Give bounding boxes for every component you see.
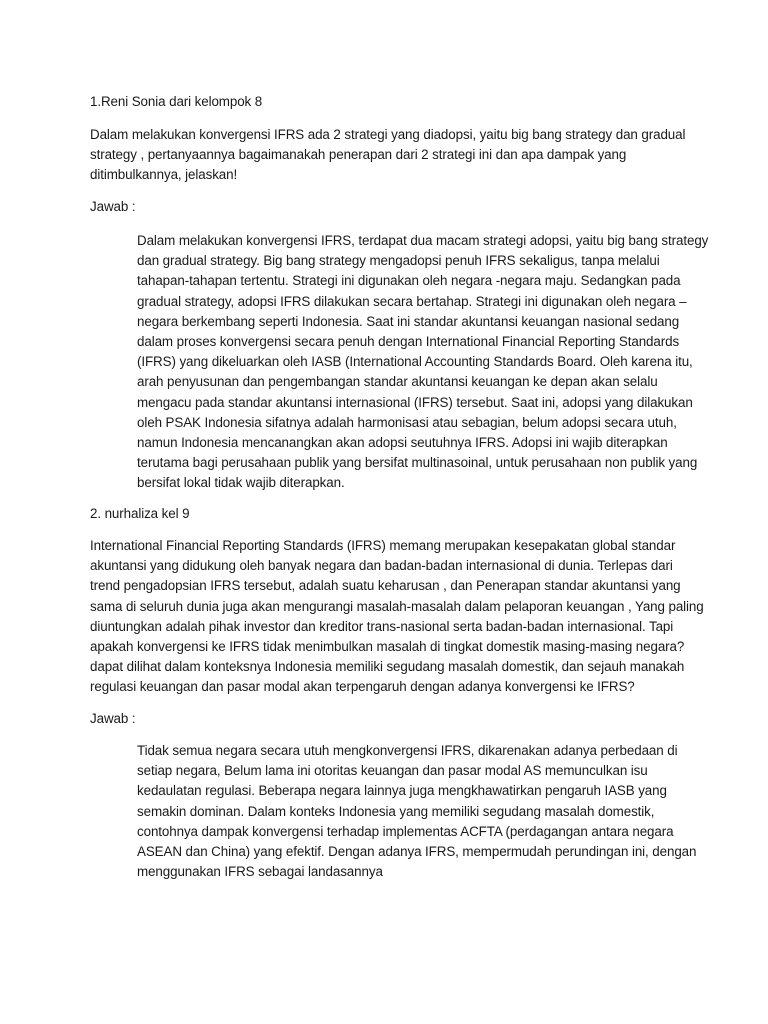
text-line: bersifat lokal tidak wajib diterapkan.	[137, 475, 345, 491]
text-line: ditimbulkannya, jelaskan!	[90, 167, 238, 183]
text-line: semakin dominan. Dalam konteks Indonesia yang memiliki segudang masalah domestik,	[137, 803, 655, 819]
text-line: trend pengadopsian IFRS tersebut, adalah suatu keharusan , dan Penerapan standar akuntansi yang	[90, 578, 681, 594]
text-line: dapat dilihat dalam konteksnya Indonesia memiliki segudang masalah domestik, dan sejauh manakah	[90, 659, 685, 675]
text-line: mengacu pada standar akuntansi internasional (IFRS) tersebut. Saat ini, adopsi yang dilakukan	[137, 394, 693, 410]
q1-answer-label: Jawab :	[90, 199, 136, 214]
text-line: contohnya dampak konvergensi terhadap implementas ACFTA (perdagangan antara negara	[137, 823, 674, 839]
text-line: menggunakan IFRS sebagai landasannya	[137, 864, 383, 880]
text-line: tahapan-tahapan tertentu. Strategi ini digunakan oleh negara -negara maju. Sedangkan pada	[137, 273, 681, 289]
text-line: ASEAN dan China) yang efektif. Dengan adanya IFRS, mempermudah perundingan ini, dengan	[137, 844, 697, 860]
text-line: namun Indonesia mencanangkan akan adopsi seutuhnya IFRS. Adopsi ini wajib diterapkan	[137, 435, 668, 451]
q2-answer-label: Jawab :	[90, 711, 136, 726]
text-line: terutama bagi perusahaan publik yang bersifat multinasoinal, untuk perusahaan non publik yang	[137, 455, 698, 471]
text-line: oleh PSAK Indonesia sifatnya adalah harmonisasi atau sebagian, belum adopsi secara utuh,	[137, 414, 677, 430]
text-line: apakah konvergensi ke IFRS tidak menimbulkan masalah di tingkat domestik masing-masing negara?	[90, 639, 685, 655]
q2-question	[90, 536, 704, 698]
text-line: negara berkembang seperti Indonesia. Saat ini standar akuntansi keuangan nasional sedang	[137, 313, 680, 329]
q1-question	[90, 125, 690, 186]
text-line: Tidak semua negara secara utuh mengkonvergensi IFRS, dikarenakan adanya perbedaan di	[137, 743, 678, 758]
q1-heading: 1.Reni Sonia dari kelompok 8	[90, 94, 263, 109]
text-line: diuntungkan adalah pihak investor dan kreditor trans-nasional serta badan-badan internasional. Tapi	[90, 618, 674, 634]
text-line: kedaulatan regulasi. Beberapa negara lainnya juga mengkhawatirkan pengaruh IASB yang	[137, 783, 667, 799]
text-line: sama di seluruh dunia juga akan mengurangi masalah-masalah dalam pelaporan keuangan , Yang paling	[90, 598, 704, 614]
text-line: gradual strategy, adopsi IFRS dilakukan secara bertahap. Strategi ini digunakan oleh negara –	[137, 293, 687, 309]
text-line: Dalam melakukan konvergensi IFRS, terdapat dua macam strategi adopsi, yaitu big bang strategy	[137, 233, 709, 248]
text-line: strategy , pertanyaannya bagaimanakah penerapan dari 2 strategi ini dan apa dampak yang	[90, 147, 627, 163]
text-line: regulasi keuangan dan pasar modal akan terpengaruh dengan adanya konvergensi ke IFRS?	[90, 679, 635, 695]
text-line: (IFRS) yang dikeluarkan oleh IASB (International Accounting Standards Board. Oleh karena itu,	[137, 354, 693, 370]
q1-answer	[137, 231, 709, 494]
text-line: setiap negara, Belum lama ini otoritas keuangan dan pasar modal AS memunculkan isu	[137, 763, 648, 779]
q2-heading: 2. nurhaliza kel 9	[90, 506, 190, 521]
text-line: Dalam melakukan konvergensi IFRS ada 2 strategi yang diadopsi, yaitu big bang strategy dan gradual	[90, 127, 686, 142]
text-line: International Financial Reporting Standards (IFRS) memang merupakan kesepakatan global standar	[90, 538, 676, 553]
q2-answer	[137, 741, 697, 882]
text-line: akuntansi yang didukung oleh banyak negara dan badan-badan internasional di dunia. Terlepas dari	[90, 558, 673, 574]
text-line: dalam proses konvergensi secara penuh dengan International Financial Reporting Standards	[137, 334, 680, 350]
text-line: dan gradual strategy. Big bang strategy mengadopsi penuh IFRS sekaligus, tanpa melalui	[137, 253, 660, 269]
text-line: arah penyusunan dan pengembangan standar akuntansi keuangan ke depan akan selalu	[137, 374, 658, 390]
